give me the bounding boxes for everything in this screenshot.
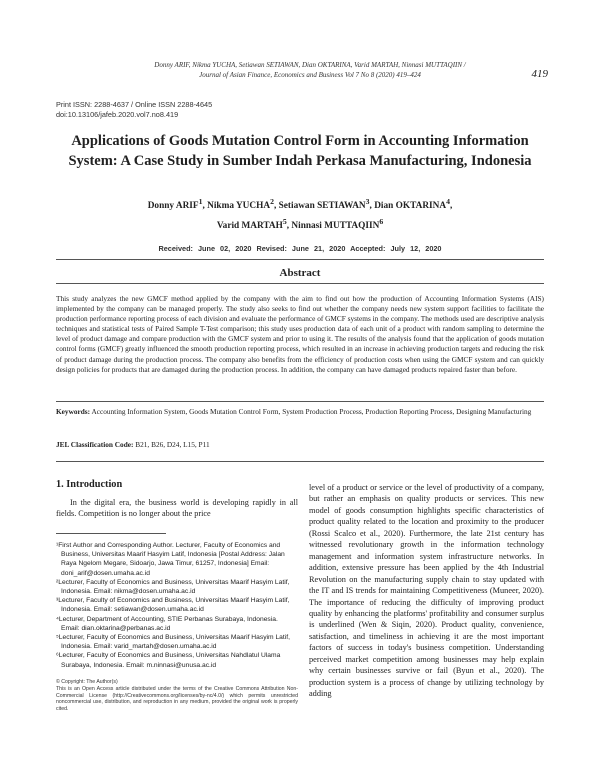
author-affiliation-mark: 4: [446, 197, 450, 206]
author-separator: ,: [202, 201, 208, 212]
author-affiliation-mark: 6: [379, 217, 384, 226]
copyright-notice: [56, 679, 298, 713]
author-name: Donny ARIF: [147, 201, 199, 212]
author-affiliation-mark: 2: [270, 197, 274, 206]
author-name: Varid MARTAH: [216, 221, 283, 232]
abstract-heading: Abstract: [279, 267, 321, 279]
header-journal: Journal of Asian Finance, Economics and Business Vol 7 No 8 (2020) 419–424: [199, 71, 421, 79]
jel-label: JEL Classification Code:: [56, 440, 134, 449]
author-affiliation-mark: 5: [282, 217, 287, 226]
author-name: Ninnasi MUTTAQIIN: [291, 221, 380, 232]
jel-codes: [56, 440, 544, 450]
divider: [56, 283, 544, 284]
title-line-1: Applications of Goods Mutation Control Form in Accounting Information: [71, 133, 529, 149]
footnote-divider: [56, 533, 166, 534]
submission-dates: [40, 244, 560, 253]
author-name: Dian OKTARINA: [374, 201, 447, 212]
paper-title: [40, 131, 560, 171]
keywords-label: Keywords:: [56, 407, 91, 416]
accepted-date: Accepted: July 12, 2020: [350, 244, 442, 253]
author-separator: ,: [449, 201, 453, 212]
abstract-body: This study analyzes the new GMCF method applied by the company with the aim to find out how the production of Accounting Information Systems (AIS) implemented by the company can be managed properly. The study also seeks to find out whether the company needs new system support facilities to facilitate the production performance reporting process of each division and evaluate the performance of GMCF systems in the company. The methods used are descriptive analysis techniques and statistical tests of Paired Sample T-Test comparison; this study uses production data of each unit of a product with random sampling to determine the level of product damage and compare production with the GMCF system and prior to using it. The results of the analysis found that the application of goods mutation control forms (GMCF) greatly influenced the smooth production reporting process, which resulted in an increase in achieving production targets and reducing the risk of product damage during the production process. The company also benefits from the efficiency of production costs when using the GMCF system and can quickly design policies for products that are damaged during the production process. In addition, the company can have damaged products repaired faster than before.: [56, 294, 544, 374]
divider: [56, 259, 544, 260]
footnote: ³Lecturer, Faculty of Economics and Business, Universitas Maarif Hasyim Latif, Indonesia. Email: setiawan@dosen.umaha.ac.id: [56, 597, 290, 614]
title-line-2: System: A Case Study in Sumber Indah Perkasa Manufacturing, Indonesia: [68, 153, 532, 169]
author-line-2: [40, 217, 560, 231]
intro-continued: level of a product or service or the level of productivity of a company, but rather an emphasis on quality products or services. This new model of goods consumption highlights specific characteristics of product quality related to the location and proximity to the producer (Rossi Scalco et al., 2020). Furthermore, the late 21st century has witnessed revolutionary growth in the information technology management and information system infrastructure networks. In addition, extensive pressure has been applied by the 4th Industrial Revolution on the manufacturing supply chain to stay updated with the IT and IS trends for maintaining Competitiveness (Muneer, 2020). The importance of reducing the difficulty of improving product quality by enhancing the platforms' profitability and consumer surplus is underlined (Wen & Siqin, 2020). Product quality, convenience, satisfaction, and timeliness in achieving it are the most important factors of success in today's business competition. Understanding perceived market competition among businesses may help explain why certain businesses survive or fail (Byun et al., 2020). The production system is a process of change by utilizing technology by adding: [309, 483, 544, 699]
footnotes: [56, 541, 298, 670]
author-affiliation-mark: 1: [198, 197, 203, 206]
author-separator: ,: [286, 221, 292, 232]
footnote: ¹First Author and Corresponding Author. Lecturer, Faculty of Economics and Business, Universitas Maarif Hasyim Latif, Indonesia [Postal Address: Jalan Raya Ngelom Megare, Sidoarjo, Jawa Timur, 61257, Indonesia] Email: doni_arif@dosen.umaha.ac.id: [56, 542, 285, 577]
header-authors: Donny ARIF, Nikma YUCHA, Setiawan SETIAWAN, Dian OKTARINA, Varid MARTAH, Ninnasi MUTTAQIIN /: [154, 61, 466, 69]
copyright-line: © Copyright: The Author(s): [56, 679, 118, 685]
section-heading: 1. Introduction: [56, 479, 123, 490]
footnote: ⁶Lecturer, Faculty of Economics and Business, Universitas Nahdlatul Ulama Surabaya, Indonesia. Email: m.ninnasi@unusa.ac.id: [56, 652, 281, 669]
author-line-1: [40, 197, 560, 211]
divider: [56, 401, 544, 402]
license-text: This is an Open Access article distributed under the terms of the Creative Commons Attribution Non-Commercial License (http://Creativecommons.org/licenses/by-nc/4.0/) which permits unrestricted noncommercial use, distribution, and reproduction in any medium, provided the original work is properly cited.: [56, 685, 298, 713]
divider: [56, 461, 544, 462]
issn-line: Print ISSN: 2288-4637 / Online ISSN 2288-4645: [56, 100, 213, 109]
author-separator: ,: [273, 201, 279, 212]
intro-paragraph: In the digital era, the business world is developing rapidly in all fields. Competition is no longer about the price: [56, 498, 298, 519]
footnote: ²Lecturer, Faculty of Economics and Business, Universitas Maarif Hasyim Latif, Indonesia. Email: nikma@dosen.umaha.ac.id: [56, 578, 290, 596]
author-name: Setiawan SETIAWAN: [278, 201, 366, 212]
issn-block: [56, 100, 212, 120]
revised-date: Revised: June 21, 2020: [256, 244, 346, 253]
footnote: ⁵Lecturer, Faculty of Economics and Business, Universitas Maarif Hasyim Latif, Indonesia. Email: varid_martah@dosen.umaha.ac.id: [56, 634, 290, 651]
jel-text: B21, B26, D24, L15, P11: [135, 440, 210, 449]
running-header: [70, 60, 550, 80]
keywords-text: Accounting Information System, Goods Mutation Control Form, System Production Process, Production Reporting Process, Designing Manufacturing: [91, 407, 532, 416]
keywords: [56, 407, 544, 417]
footnote: ⁴Lecturer, Department of Accounting, STIE Perbanas Surabaya, Indonesia. Email: dian.oktarina@perbanas.ac.id: [56, 615, 278, 632]
author-name: Nikma YUCHA: [207, 201, 271, 212]
doi-line: doi:10.13106/jafeb.2020.vol7.no8.419: [56, 110, 179, 119]
received-date: Received: June 02, 2020: [158, 244, 252, 253]
page-number: 419: [531, 68, 548, 80]
author-separator: ,: [369, 201, 375, 212]
author-affiliation-mark: 3: [365, 197, 370, 206]
